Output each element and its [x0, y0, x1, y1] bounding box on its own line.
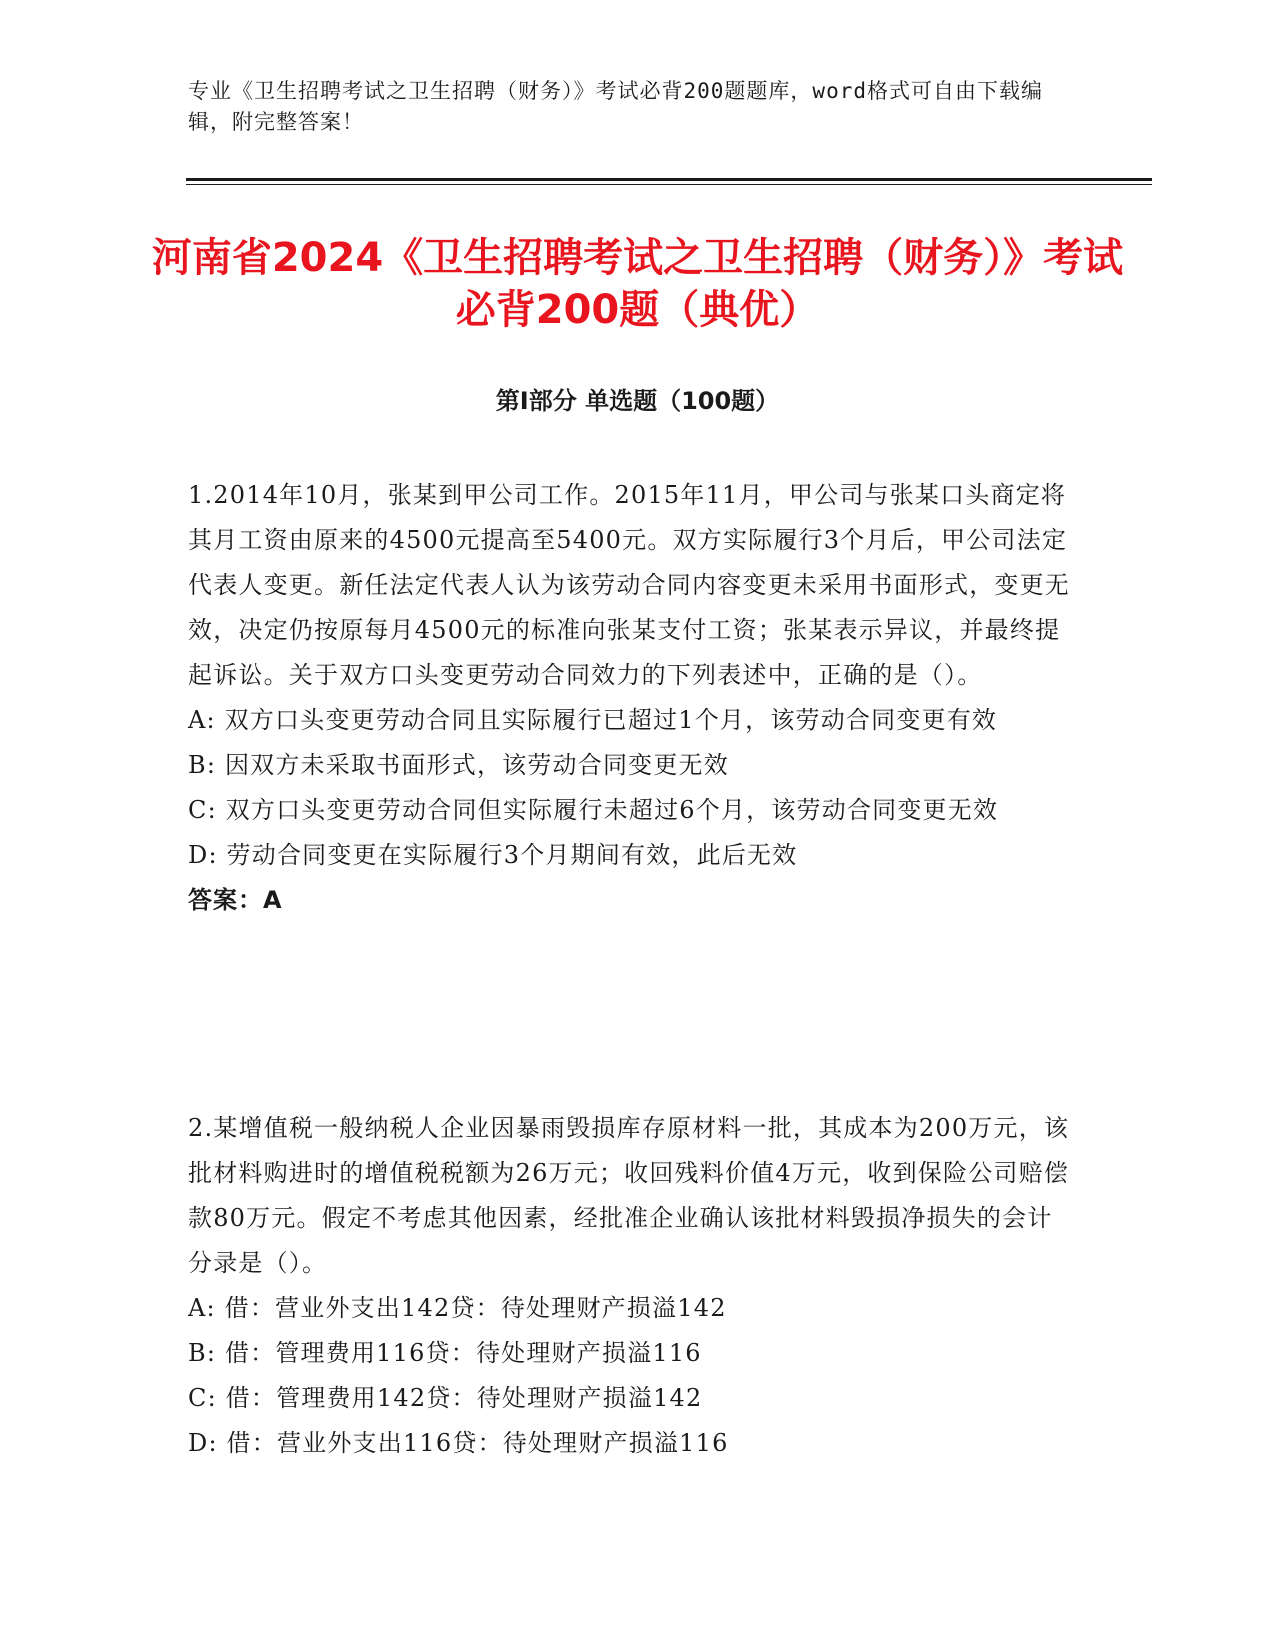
option-d: D: 劳动合同变更在实际履行3个月期间有效，此后无效 — [188, 841, 798, 869]
question-stem: 2.某增值税一般纳税人企业因暴雨毁损库存原材料一批，其成本为200万元，该批材料购进时的增值税税额为26万元；收回残料价值4万元，收到保险公司赔偿款80万元。假定不考虑其他因素，经批准企业确认该批材料毁损净损失的会计分录是（）。 — [188, 1114, 1070, 1277]
question-1 — [188, 473, 1073, 923]
option-b: B: 因双方未采取书面形式，该劳动合同变更无效 — [188, 751, 729, 779]
option-d: D: 借：营业外支出116贷：待处理财产损溢116 — [188, 1429, 729, 1457]
document-title: 河南省2024《卫生招聘考试之卫生招聘（财务）》考试必背200题（典优） — [151, 235, 1124, 333]
section-heading: 第Ⅰ部分 单选题（100题） — [495, 387, 780, 415]
option-c: C: 双方口头变更劳动合同但实际履行未超过6个月，该劳动合同变更无效 — [188, 796, 999, 824]
header-divider — [186, 178, 1152, 181]
question-2 — [188, 1106, 1073, 1466]
option-c: C: 借：管理费用142贷：待处理财产损溢142 — [188, 1384, 703, 1412]
header-divider-thin — [186, 184, 1152, 185]
answer-line: 答案：A — [188, 886, 283, 914]
header-note: 专业《卫生招聘考试之卫生招聘（财务）》考试必背200题题库，word格式可自由下载编辑，附完整答案！ — [188, 79, 1043, 134]
option-a: A: 双方口头变更劳动合同且实际履行已超过1个月，该劳动合同变更有效 — [188, 706, 998, 734]
option-b: B: 借：管理费用116贷：待处理财产损溢116 — [188, 1339, 702, 1367]
question-stem: 1.2014年10月，张某到甲公司工作。2015年11月，甲公司与张某口头商定将其月工资由原来的4500元提高至5400元。双方实际履行3个月后，甲公司法定代表人变更。新任法定代表人认为该劳动合同内容变更未采用书面形式，变更无效，决定仍按原每月4500元的标准向张某支付工资；张某表示异议，并最终提起诉讼。关于双方口头变更劳动合同效力的下列表述中，正确的是（）。 — [188, 481, 1070, 689]
option-a: A: 借：营业外支出142贷：待处理财产损溢142 — [188, 1294, 727, 1322]
